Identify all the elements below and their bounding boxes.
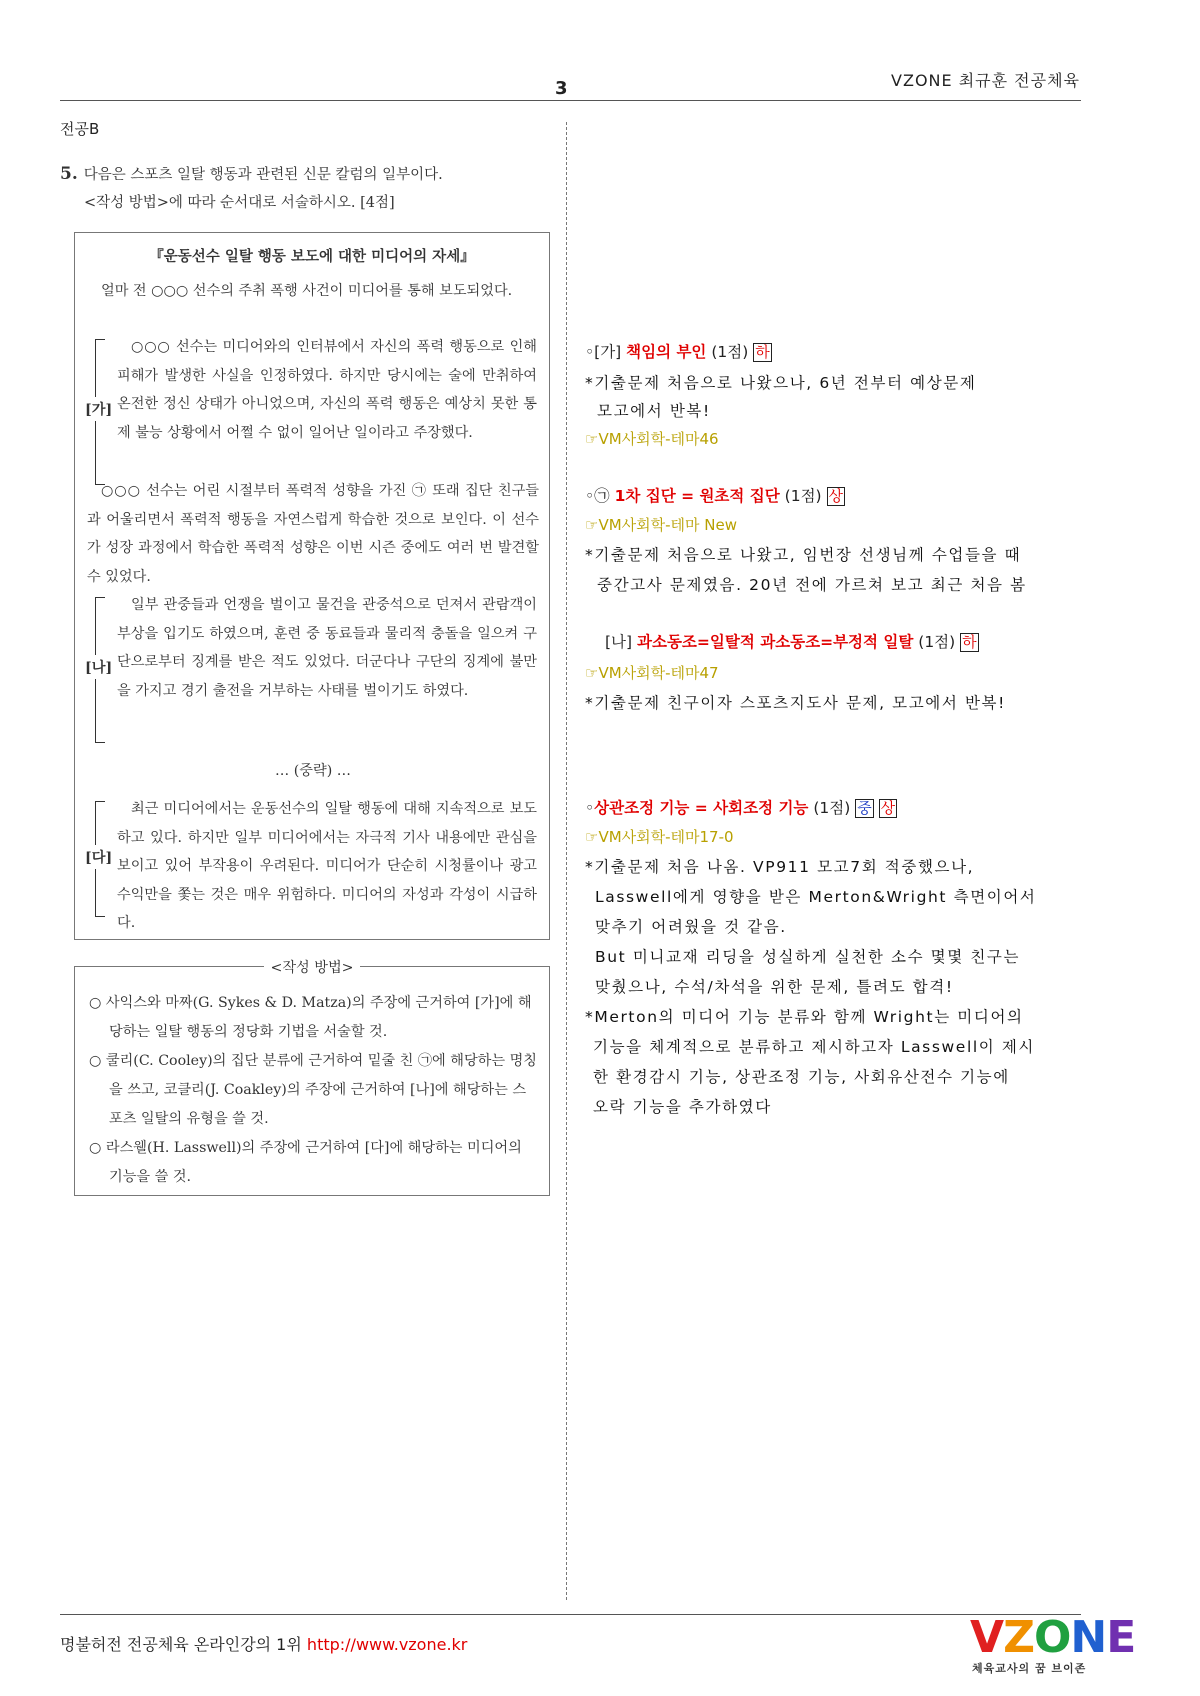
answer-ga-note-1: *기출문제 처음으로 나왔으나, 6년 전부터 예상문제 [585, 374, 977, 392]
article-box [74, 232, 550, 940]
method-item: ○ 쿨리(C. Cooley)의 집단 분류에 근거하여 밑줄 친 ㉠에 해당하는 명칭을 쓰고, 코클리(J. Coakley)의 주장에 근거하여 [나]에 해당하는 스포츠 일탈의 유형을 쓸 것. [89, 1053, 537, 1127]
answer-na-text: 과소동조=일탈적 과소동조=부정적 일탈 [637, 633, 914, 651]
answer-ga-text: 책임의 부인 [626, 343, 707, 361]
bracket-label-ga: [가] [85, 397, 112, 421]
article-omission: … (중략) … [275, 763, 351, 779]
answer-da-note-line: *기출문제 처음 나옴. VP911 모고7회 적중했으나, [585, 858, 975, 876]
article-paragraph-na: 일부 관중들과 언쟁을 벌이고 물건을 관중석으로 던져서 관람객이 부상을 입기도 하였으며, 훈련 중 동료들과 물리적 충돌을 일으켜 구단으로부터 징계를 받은 적도 있었다. 더군다나 구단의 징계에 불만을 가지고 경기 출전을 거부하는 사태를 벌이기도 하였다. [117, 597, 537, 699]
answer-da-note-line: 오락 기능을 추가하였다 [593, 1098, 772, 1116]
bracket-label-na: [나] [85, 655, 112, 679]
difficulty-badge: 상 [880, 799, 896, 817]
footer-text: 명불허전 전공체육 온라인강의 1위 http://www.vzone.kr [60, 1635, 468, 1654]
answer-da-note-line: 한 환경감시 기능, 상관조정 기능, 사회유산전수 기능에 [593, 1068, 1010, 1086]
question-line-2: <작성 방법>에 따라 순서대로 서술하시오. [4점] [84, 195, 395, 211]
article-paragraph-middle: ○○○ 선수는 어린 시절부터 폭력적 성향을 가진 ㉠ 또래 집단 친구들과 어울리면서 폭력적 행동을 자연스럽게 학습한 것으로 보인다. 이 선수가 성장 과정에서 학습한 폭력적 성향은 이번 시즌 중에도 여러 번 발견할 수 있었다. [87, 483, 539, 585]
bracket-ga [85, 339, 113, 485]
answer-giyeok-text: 1차 집단 = 원초적 집단 [614, 487, 780, 505]
page-number: 3 [555, 78, 568, 99]
method-title: <작성 방법> [264, 960, 359, 976]
difficulty-badge: 상 [828, 487, 844, 505]
answer-da: ◦상관조정 기능 = 사회조정 기능 (1점) 중 상 [585, 799, 896, 817]
bracket-label-da: [다] [85, 845, 112, 869]
method-item: ○ 라스웰(H. Lasswell)의 주장에 근거하여 [다]에 해당하는 미디어의 기능을 쓸 것. [89, 1140, 522, 1185]
answer-ga: ◦[가] 책임의 부인 (1점) 하 [585, 343, 770, 361]
logo-wordmark: VZONE [970, 1612, 1136, 1663]
answer-ga-reference: ☞VM사회학-테마46 [585, 430, 719, 448]
answer-na-note: *기출문제 친구이자 스포츠지도사 문제, 모고에서 반복! [585, 694, 1006, 712]
answer-da-note-line: *Merton의 미디어 기능 분류와 함께 Wright는 미디어의 [585, 1008, 1024, 1026]
answer-da-note-line: But 미니교재 리딩을 성실하게 실천한 소수 몇몇 친구는 [595, 948, 1021, 966]
method-box [74, 960, 550, 1196]
answer-giyeok-note-2: 중간고사 문제였음. 20년 전에 가르쳐 보고 최근 처음 봄 [597, 576, 1027, 594]
answer-giyeok-reference: ☞VM사회학-테마 New [585, 516, 737, 534]
article-title: 『운동선수 일탈 행동 보도에 대한 미디어의 자세』 [149, 248, 475, 265]
difficulty-badge: 하 [755, 343, 770, 361]
answer-na: [나] 과소동조=일탈적 과소동조=부정적 일탈 (1점) 하 [605, 633, 977, 651]
footer-link[interactable]: http://www.vzone.kr [306, 1635, 468, 1654]
bracket-na [85, 597, 113, 743]
difficulty-badge: 하 [962, 633, 977, 651]
logo-tagline: 체육교사의 꿈 브이존 [972, 1662, 1087, 1675]
answer-ga-note-2: 모고에서 반복! [597, 402, 711, 420]
vzone-logo [970, 1612, 1136, 1676]
answer-da-text: 상관조정 기능 = 사회조정 기능 [594, 799, 809, 817]
answer-da-note-line: 맞추기 어려웠을 것 같음. [595, 918, 787, 936]
question-prompt [60, 160, 550, 217]
answer-da-note-line: Lasswell에게 영향을 받은 Merton&Wright 측면이어서 [595, 888, 1037, 906]
article-paragraph-ga: ○○○ 선수는 미디어와의 인터뷰에서 자신의 폭력 행동으로 인해 피해가 발생한 사실을 인정하였다. 하지만 당시에는 술에 만취하여 온전한 정신 상태가 아니었으며, 자신의 폭력 행동은 예상치 못한 통제 불능 상황에서 어쩔 수 없이 일어난 일이라고 주장했다. [117, 339, 537, 441]
answer-da-reference: ☞VM사회학-테마17-0 [585, 828, 734, 846]
header-brand: VZONE 최규훈 전공체육 [891, 71, 1080, 90]
answer-da-note-line: 기능을 체계적으로 분류하고 제시하고자 Lasswell이 제시 [593, 1038, 1036, 1056]
header-divider [60, 100, 1081, 101]
bracket-da [85, 801, 113, 917]
column-divider [566, 122, 567, 1600]
footer-divider [60, 1614, 1081, 1615]
difficulty-badge: 중 [857, 799, 872, 817]
section-label: 전공B [60, 120, 100, 138]
article-paragraph-da: 최근 미디어에서는 운동선수의 일탈 행동에 대해 지속적으로 보도하고 있다. 하지만 일부 미디어에서는 자극적 기사 내용에만 관심을 보이고 있어 부작용이 우려된다. 미디어가 단순히 시청률이나 광고 수익만을 쫓는 것은 매우 위험하다. 미디어의 자성과 각성이 시급하다. [117, 801, 537, 931]
answer-da-note-line: 맞췄으나, 수석/차석을 위한 문제, 틀려도 합격! [595, 978, 954, 996]
answer-na-reference: ☞VM사회학-테마47 [585, 664, 719, 682]
answer-giyeok-note-1: *기출문제 처음으로 나왔고, 임번장 선생님께 수업들을 때 [585, 546, 1022, 564]
method-item: ○ 사익스와 마짜(G. Sykes & D. Matza)의 주장에 근거하여 [가]에 해당하는 일탈 행동의 정당화 기법을 서술할 것. [89, 995, 532, 1040]
article-intro: 얼마 전 ○○○ 선수의 주취 폭행 사건이 미디어를 통해 보도되었다. [101, 283, 513, 299]
answer-giyeok: ◦㉠ 1차 집단 = 원초적 집단 (1점) 상 [585, 487, 844, 505]
question-line-1: 다음은 스포츠 일탈 행동과 관련된 신문 칼럼의 일부이다. [83, 167, 443, 183]
question-number: 5. [60, 164, 78, 184]
